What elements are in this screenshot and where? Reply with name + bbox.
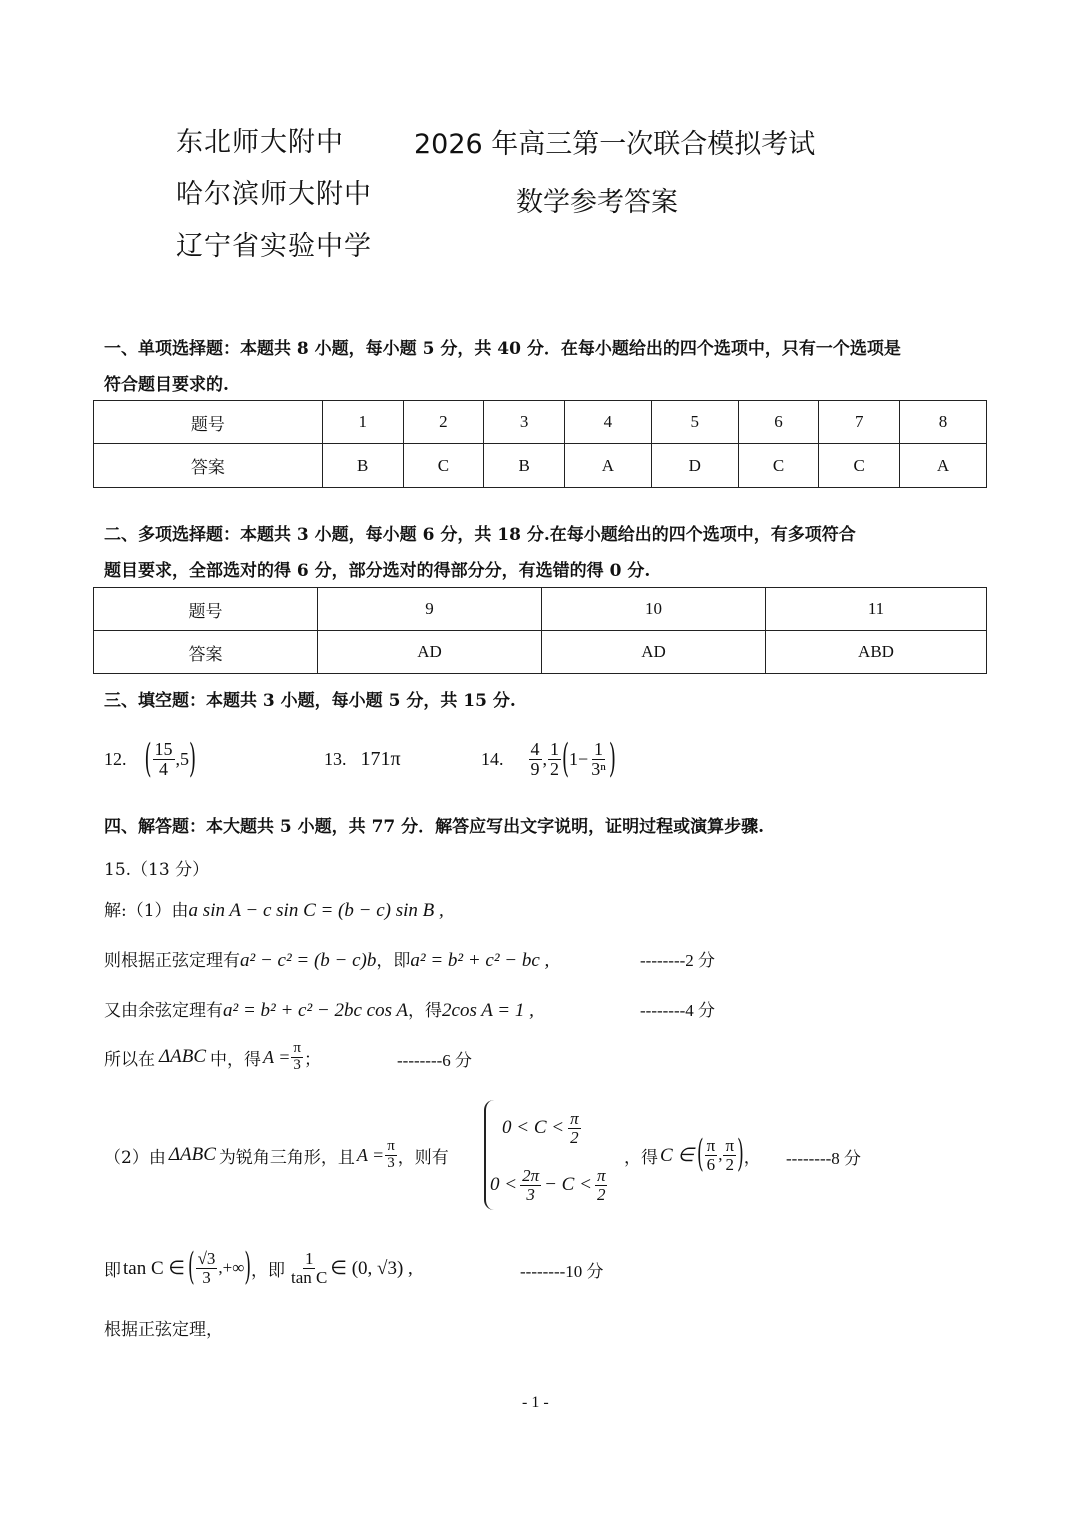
solution-text: 为锐角三角形，且 bbox=[218, 1147, 355, 1168]
solution-part2-line bbox=[104, 1132, 449, 1178]
fraction-numerator: π bbox=[596, 1165, 606, 1185]
solution-text: ，则有 bbox=[397, 1147, 449, 1168]
math-expression: ∈ (0, √3) , bbox=[330, 1257, 413, 1279]
question-number-cell: 7 bbox=[819, 401, 900, 444]
fraction-denominator: tan C bbox=[291, 1267, 328, 1287]
math-expression: A = bbox=[356, 1144, 385, 1165]
question-number-cell: 5 bbox=[651, 401, 738, 444]
fraction-numerator: 2π bbox=[522, 1165, 540, 1185]
question-number-cell: 6 bbox=[738, 401, 819, 444]
answer-cell: C bbox=[819, 444, 900, 488]
solution-text: （2）由 bbox=[104, 1147, 166, 1168]
math-expression: a² − c² = (b − c)b bbox=[240, 950, 377, 971]
section2-heading-line2: 题目要求，全部选对的得 6 分，部分选对的得部分分，有选错的得 0 分. bbox=[104, 561, 651, 581]
solution-text: 所以在 bbox=[104, 1049, 155, 1070]
math-expression: 0 < bbox=[490, 1174, 518, 1195]
question-label: 14. bbox=[481, 748, 504, 769]
fraction-denominator: 2 bbox=[570, 1127, 579, 1147]
fraction-denominator: 3 bbox=[526, 1184, 535, 1204]
answer-cell: A bbox=[564, 444, 651, 488]
question-number-cell: 3 bbox=[484, 401, 565, 444]
fraction-numerator: 1 bbox=[550, 738, 559, 759]
exam-title: 2026 年高三第一次联合模拟考试 bbox=[414, 129, 816, 160]
question-number-cell: 1 bbox=[322, 401, 403, 444]
question-number-cell: 4 bbox=[564, 401, 651, 444]
school-name-1: 东北师大附中 bbox=[176, 127, 344, 158]
fraction-denominator: 4 bbox=[159, 758, 169, 779]
score-marker: --------6 分 bbox=[397, 1051, 473, 1070]
answer-text: ,5 bbox=[175, 748, 190, 769]
math-expression: ΔABC bbox=[159, 1046, 207, 1067]
table-header-cell: 答案 bbox=[94, 631, 318, 674]
fraction-denominator: 9 bbox=[530, 758, 540, 779]
solution-text: 中，得 bbox=[210, 1049, 262, 1070]
solution-text: ； bbox=[303, 1049, 321, 1070]
math-expression: a² = b² + c² − 2bc cos A bbox=[223, 1000, 409, 1021]
solution-text: 解:（1）由 bbox=[104, 901, 189, 921]
single-choice-answer-table bbox=[93, 400, 987, 488]
fraction-numerator: 15 bbox=[154, 738, 173, 759]
solution-line-4 bbox=[104, 1034, 321, 1080]
system-inequality-1 bbox=[502, 1104, 582, 1152]
fraction-denominator: 2 bbox=[550, 758, 559, 779]
score-marker: --------10 分 bbox=[520, 1262, 604, 1281]
answer-key-subtitle: 数学参考答案 bbox=[516, 187, 678, 218]
question-number-cell: 9 bbox=[318, 588, 542, 631]
fraction-denominator: 3 bbox=[387, 1154, 395, 1171]
fraction-numerator: √3 bbox=[197, 1248, 216, 1268]
question-number-cell: 11 bbox=[766, 588, 987, 631]
solution-line-2 bbox=[104, 946, 549, 972]
section1-heading-line1: 一、单项选择题：本题共 8 小题，每小题 5 分，共 40 分．在每小题给出的四个选项中，只有一个选项是 bbox=[104, 339, 901, 359]
answer-cell: B bbox=[484, 444, 565, 488]
school-name-3: 辽宁省实验中学 bbox=[176, 231, 372, 262]
math-expression: a sin A − c sin C = (b − c) sin B , bbox=[188, 900, 444, 921]
answer-cell: C bbox=[738, 444, 819, 488]
fraction-numerator: 1 bbox=[594, 738, 604, 759]
solution-text: 即 bbox=[104, 1260, 121, 1281]
solution-text: 则根据正弦定理有 bbox=[104, 951, 240, 971]
question-label: 13. bbox=[324, 748, 347, 769]
fraction-numerator: π bbox=[570, 1108, 579, 1128]
math-expression: a² = b² + c² − bc , bbox=[410, 950, 550, 971]
answer-text: 171π bbox=[360, 747, 401, 770]
fraction-denominator: 3ⁿ bbox=[591, 758, 606, 779]
solution-last-line: 根据正弦定理， bbox=[104, 1320, 223, 1340]
math-expression: − C < bbox=[544, 1174, 592, 1195]
table-header-cell: 题号 bbox=[94, 401, 323, 444]
solution-line-1 bbox=[104, 896, 444, 922]
question-15-label: 15.（13 分） bbox=[104, 860, 210, 880]
table-header-cell: 答案 bbox=[94, 444, 323, 488]
solution-text: ，得 bbox=[408, 1001, 443, 1021]
answer-cell: AD bbox=[318, 631, 542, 674]
multi-choice-answer-table bbox=[93, 587, 987, 674]
fraction-denominator: 2 bbox=[725, 1154, 735, 1174]
answer-13 bbox=[324, 733, 401, 785]
math-expression: 0 < C < bbox=[502, 1117, 565, 1138]
solution-tan-line: 即 tan C ∈ ( $\frac{√3}{3}$ ,+∞ ) ，即 $\frac{1}{\text{tan C}}$ ∈ (0, √3) , bbox=[104, 1246, 413, 1290]
solution-text: ，即 bbox=[376, 951, 411, 971]
table-header-cell: 题号 bbox=[94, 588, 318, 631]
question-number-cell: 2 bbox=[403, 401, 484, 444]
school-name-2: 哈尔滨师大附中 bbox=[176, 179, 372, 210]
answer-cell: ABD bbox=[766, 631, 987, 674]
math-expression: A = bbox=[263, 1046, 291, 1067]
page-number: - 1 - bbox=[522, 1394, 549, 1411]
answer-text: 1− bbox=[569, 748, 589, 769]
score-marker: --------8 分 bbox=[786, 1149, 862, 1168]
fraction-numerator: 1 bbox=[304, 1248, 314, 1268]
solution-line-3 bbox=[104, 996, 534, 1022]
math-expression: ,+∞ bbox=[218, 1258, 245, 1277]
fraction-denominator: 3 bbox=[202, 1267, 211, 1287]
fraction-numerator: π bbox=[725, 1135, 735, 1155]
fraction-numerator: π bbox=[387, 1137, 395, 1154]
answer-cell: AD bbox=[542, 631, 766, 674]
fraction-denominator: 2 bbox=[596, 1184, 606, 1204]
question-number-cell: 10 bbox=[542, 588, 766, 631]
section4-heading: 四、解答题：本大题共 5 小题，共 77 分．解答应写出文字说明，证明过程或演算步骤. bbox=[104, 817, 765, 837]
section1-heading-line2: 符合题目要求的. bbox=[104, 375, 229, 395]
solution-part2-result: ，得 C ∈ ( $\frac{\pi}{6}$ , $\frac{\pi}{2}$ ) ， bbox=[624, 1133, 761, 1177]
score-marker: --------2 分 bbox=[640, 951, 716, 970]
question-label: 12. bbox=[104, 748, 127, 769]
fraction-numerator: π bbox=[293, 1039, 301, 1056]
math-expression: ΔABC bbox=[168, 1144, 216, 1165]
fraction-numerator: 4 bbox=[530, 738, 540, 759]
solution-text: ，即 bbox=[251, 1260, 286, 1281]
solution-text: 又由余弦定理有 bbox=[104, 1001, 223, 1021]
math-expression: C ∈ bbox=[660, 1144, 694, 1166]
math-expression: tan C ∈ bbox=[123, 1257, 185, 1279]
solution-text: ，得 bbox=[624, 1147, 658, 1168]
question-number-cell: 8 bbox=[900, 401, 987, 444]
answer-cell: A bbox=[900, 444, 987, 488]
fraction-numerator: π bbox=[706, 1135, 716, 1155]
section3-heading: 三、填空题：本题共 3 小题，每小题 5 分，共 15 分. bbox=[104, 691, 516, 711]
system-inequality-2 bbox=[490, 1160, 608, 1210]
fraction-denominator: 6 bbox=[706, 1154, 716, 1174]
answer-12: 12. ( $\frac{15}{4}$ ,5 ) bbox=[104, 735, 197, 783]
answer-14: 14. $\frac{4}{9}$ , $\frac{1}{2}$ ( 1− $\frac{1}{\text{3ⁿ}}$ ) bbox=[481, 735, 616, 783]
answer-cell: D bbox=[651, 444, 738, 488]
score-marker: --------4 分 bbox=[640, 1001, 716, 1020]
answer-cell: B bbox=[322, 444, 403, 488]
fraction-denominator: 3 bbox=[293, 1056, 301, 1073]
math-expression: 2cos A = 1 , bbox=[442, 1000, 534, 1021]
answer-cell: C bbox=[403, 444, 484, 488]
section2-heading-line1: 二、多项选择题：本题共 3 小题，每小题 6 分，共 18 分.在每小题给出的四个选项中，有多项符合 bbox=[104, 525, 856, 545]
